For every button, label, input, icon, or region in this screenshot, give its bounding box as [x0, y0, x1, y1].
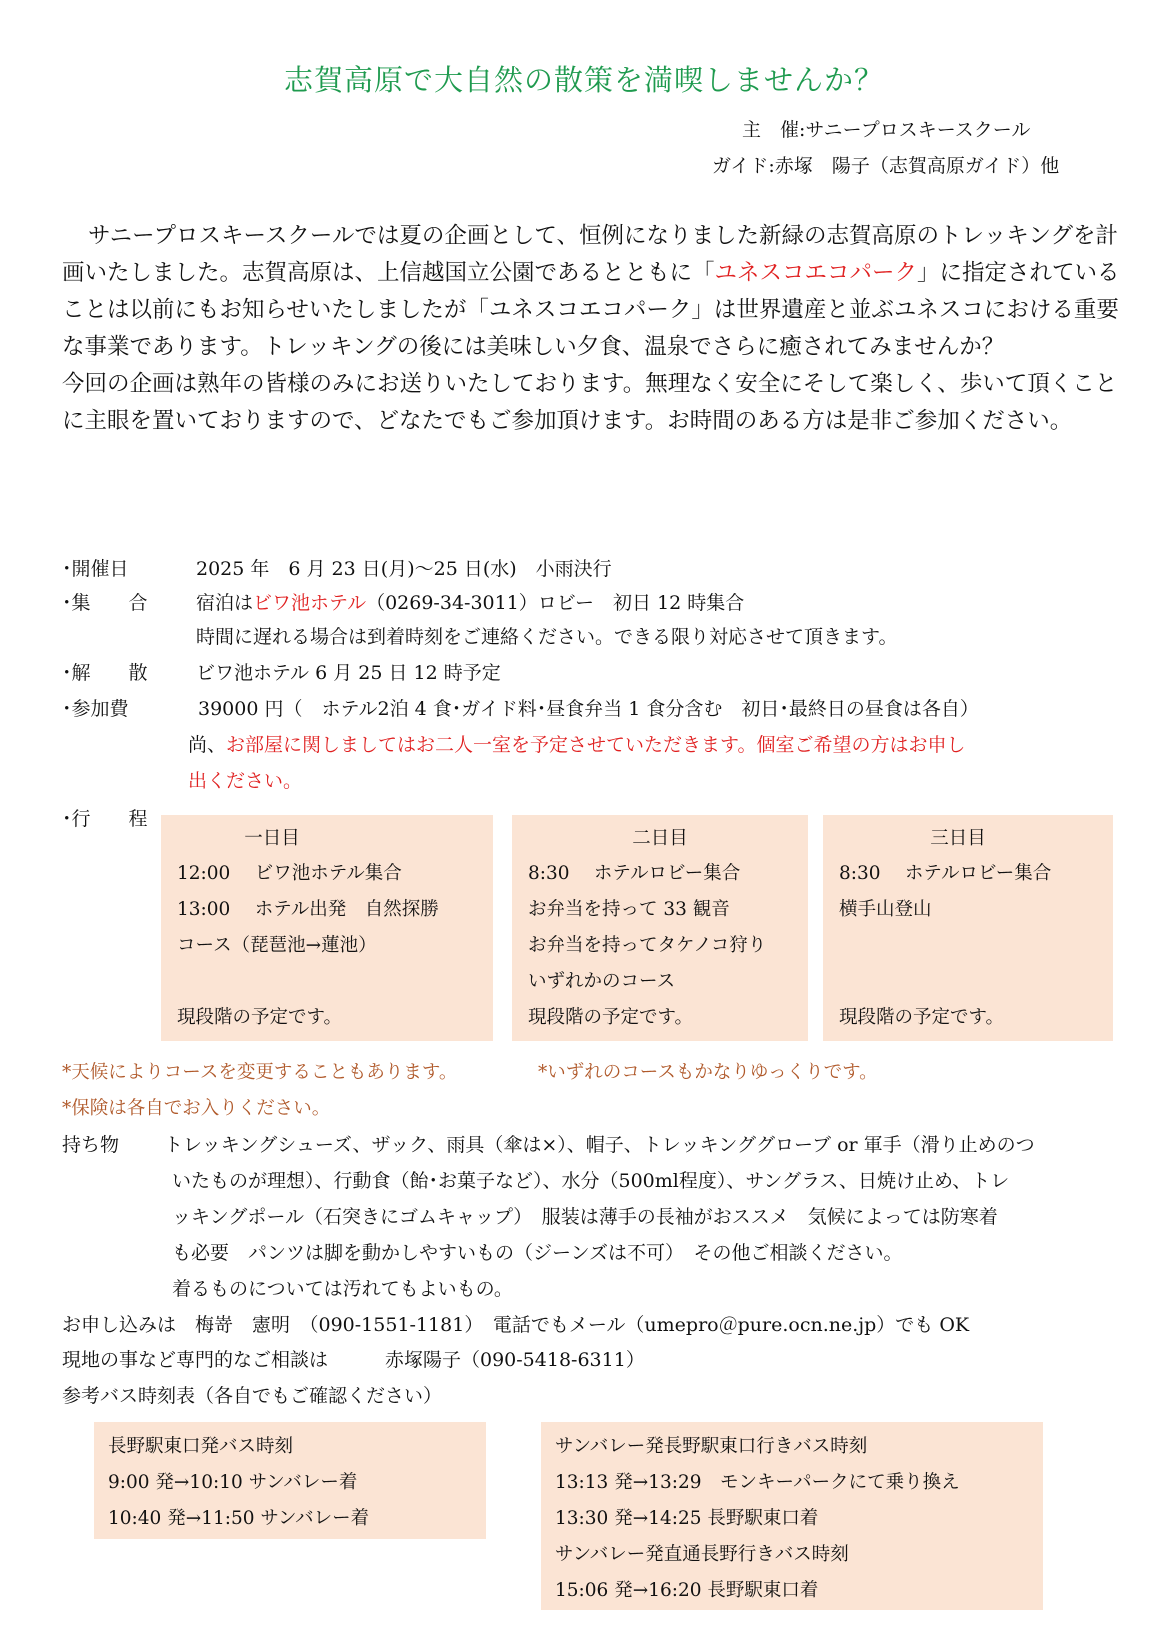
schedule-day-3 — [823, 815, 1113, 1041]
schedule-line: 現段階の予定です。 — [528, 1007, 694, 1028]
fee-note-cont: 出ください。 — [188, 770, 303, 792]
intro-paragraph-1: サニープロスキースクールでは夏の企画として、恒例になりました新緑の志賀高原のトレッキングを計画いたしました。志賀高原は、上信越国立公園であるとともに「ユネスコエコパーク」に指定されていることは以前にもお知らせいたしましたが「ユネスコエコパーク」は世界遺産と並ぶユネスコにおける重要な事業であります。トレッキングの後には美味しい夕食、温泉でさらに癒されてみませんか？ — [62, 223, 1120, 360]
schedule-line: 12:00 ビワ池ホテル集合 — [177, 863, 402, 884]
schedule-day-2 — [512, 815, 808, 1041]
bus-time-row: 13:30 発→14:25 長野駅東口着 — [555, 1508, 819, 1529]
organizer: 主 催:サニープロスキースクール — [742, 119, 1031, 141]
schedule-line: コース（琵琶池→蓮池） — [177, 935, 377, 956]
schedule-day-1 — [161, 815, 493, 1041]
bus-timetable-title: 長野駅東口発バス時刻 — [108, 1436, 294, 1457]
schedule-line: 横手山登山 — [839, 899, 932, 920]
meet-hotel: ビワ池ホテル — [253, 592, 367, 614]
fee-note: 尚、お部屋に関しましてはお二人一室を予定させていただきます。個室ご希望の方はお申し — [188, 734, 966, 756]
date-label: ･開催日 — [62, 558, 129, 580]
items-label: 持ち物 — [62, 1134, 120, 1156]
unesco-ecopark-highlight: ユネスコエコパーク — [714, 260, 918, 286]
dismiss-value: ビワ池ホテル 6 月 25 日 12 時予定 — [196, 662, 501, 684]
schedule-line: 8:30 ホテルロビー集合 — [528, 863, 741, 884]
guide: ガイド:赤塚 陽子（志賀高原ガイド）他 — [712, 155, 1060, 177]
note-pace: *いずれのコースもかなりゆっくりです。 — [538, 1062, 878, 1083]
items-line: いたものが理想）、行動食（飴･お菓子など）、水分（500ml程度）、サングラス、日焼け止め、トレ — [172, 1170, 1010, 1192]
dismiss-label: ･解 散 — [62, 662, 148, 684]
bus-timetable-title: サンバレー発長野駅東口行きバス時刻 — [555, 1436, 868, 1457]
bus-time-row: サンバレー発直通長野行きバス時刻 — [555, 1544, 849, 1565]
intro — [62, 218, 1122, 440]
items-line: も必要 パンツは脚を動かしやすいもの（ジーンズは不可） その他ご相談ください。 — [172, 1242, 903, 1264]
page-title: 志賀高原で大自然の散策を満喫しませんか？ — [283, 63, 884, 97]
contact-apply: お申し込みは 梅嵜 憲明 （090-1551-1181） 電話でもメール（umepro＠pure.ocn.ne.jp）でも OK — [62, 1314, 970, 1336]
day-heading: 一日目 — [244, 828, 300, 849]
note-weather: *天候によりコースを変更することもあります。 — [62, 1062, 458, 1083]
intro-paragraph-2: 今回の企画は熟年の皆様のみにお送りいたしております。無理なく安全にそして楽しく、歩いて頂くことに主眼を置いておりますので、どなたでもご参加頂けます。お時間のある方は是非ご参加ください。 — [62, 371, 1118, 434]
day-heading: 二日目 — [632, 828, 688, 849]
bus-time-row: 10:40 発→11:50 サンバレー着 — [108, 1508, 370, 1529]
note-insurance: *保険は各自でお入りください。 — [62, 1098, 331, 1119]
bus-timetable-to-nagano — [541, 1422, 1043, 1610]
meet-value: 宿泊はビワ池ホテル（0269-34-3011）ロビー 初日 12 時集合 — [196, 592, 745, 614]
bus-time-row: 15:06 発→16:20 長野駅東口着 — [555, 1580, 819, 1601]
fee-label: ･参加費 — [62, 698, 129, 720]
schedule-line: お弁当を持ってタケノコ狩り — [528, 935, 767, 956]
items-line: トレッキングシューズ、ザック、雨具（傘は×）、帽子、トレッキンググローブ or 軍手（滑り止めのつ — [164, 1134, 1035, 1156]
bus-reference: 参考バス時刻表（各自でもご確認ください） — [62, 1385, 443, 1407]
schedule-line: いずれかのコース — [528, 971, 676, 992]
meet-label: ･集 合 — [62, 592, 148, 614]
bus-time-row: 9:00 発→10:10 サンバレー着 — [108, 1472, 358, 1493]
schedule-line: お弁当を持って 33 観音 — [528, 899, 730, 920]
schedule-line: 8:30 ホテルロビー集合 — [839, 863, 1052, 884]
fee-value: 39000 円（ ホテル2泊 4 食･ガイド料･昼食弁当 1 食分含む 初日･最終日の昼食は各自） — [198, 698, 979, 720]
items-line: ッキングポール（石突きにゴムキャップ） 服装は薄手の長袖がおススメ 気候によっては防寒着 — [172, 1206, 998, 1228]
day-heading: 三日目 — [930, 828, 986, 849]
schedule-label: ･行 程 — [62, 808, 148, 830]
items-line: 着るものについては汚れてもよいもの。 — [172, 1278, 513, 1300]
contact-local: 現地の事など専門的なご相談は 赤塚陽子（090-5418-6311） — [62, 1349, 645, 1371]
bus-time-row: 13:13 発→13:29 モンキーパークにて乗り換え — [555, 1472, 960, 1493]
schedule-line: 13:00 ホテル出発 自然探勝 — [177, 899, 439, 920]
bus-timetable-from-nagano — [94, 1422, 486, 1539]
meet-note: 時間に遅れる場合は到着時刻をご連絡ください。できる限り対応させて頂きます。 — [196, 626, 898, 648]
schedule-line: 現段階の予定です。 — [839, 1007, 1005, 1028]
date-value: 2025 年 6 月 23 日(月)～25 日(水) 小雨決行 — [196, 558, 612, 580]
schedule-line: 現段階の予定です。 — [177, 1007, 343, 1028]
